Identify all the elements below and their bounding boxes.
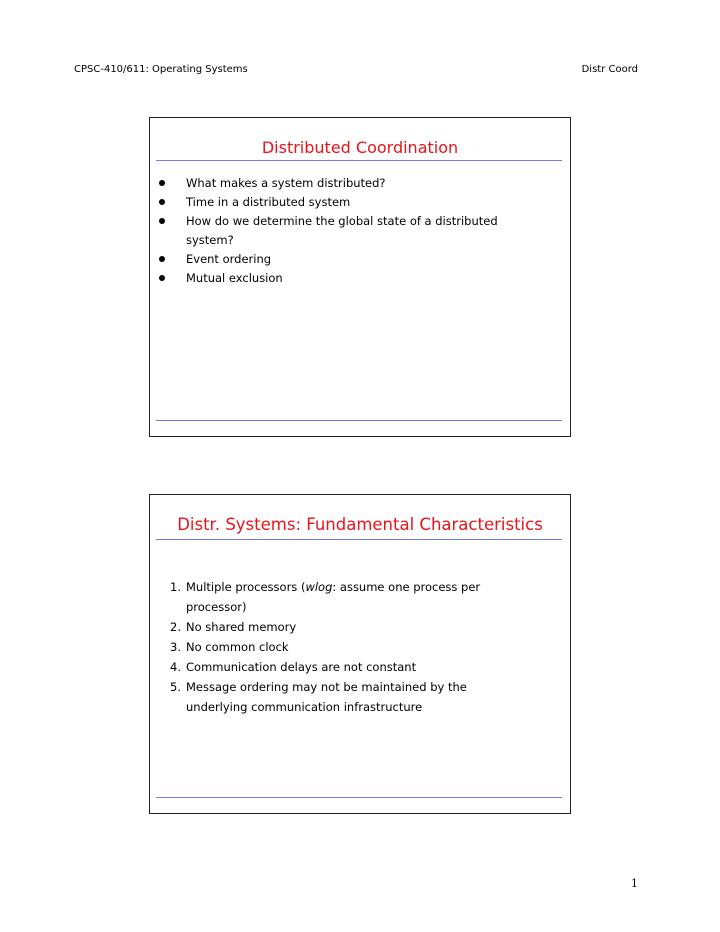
list-item — [150, 617, 530, 637]
item-text-pre: Multiple processors ( — [186, 580, 306, 594]
item-text: No shared memory — [186, 620, 297, 634]
list-item — [150, 677, 530, 717]
slide-title: Distributed Coordination — [261, 138, 459, 157]
item-number: 1. — [170, 580, 181, 594]
title-rule — [156, 160, 562, 161]
item-number: 3. — [170, 640, 181, 654]
item-text: No common clock — [186, 640, 289, 654]
slide-fundamental-characteristics — [149, 494, 571, 814]
bullet-item: Time in a distributed system — [150, 193, 546, 212]
header-course-title: CPSC-410/611: Operating Systems — [74, 64, 248, 75]
item-text: Message ordering may not be maintained by the underlying communication infrastructure — [186, 680, 467, 714]
footer-rule — [156, 420, 562, 421]
item-number: 2. — [170, 620, 181, 634]
item-number: 4. — [170, 660, 181, 674]
bullet-list — [150, 174, 546, 288]
item-text: Communication delays are not constant — [186, 660, 417, 674]
header-section-title: Distr Coord — [581, 64, 638, 75]
item-text-emphasis: wlog — [305, 580, 333, 594]
list-item — [150, 657, 530, 677]
bullet-item: Event ordering — [150, 250, 546, 269]
bullet-item: How do we determine the global state of a distributed system? — [150, 212, 546, 250]
numbered-list — [150, 577, 530, 717]
bullet-item: What makes a system distributed? — [150, 174, 546, 193]
footer-rule — [156, 797, 562, 798]
list-item — [150, 577, 530, 617]
bullet-item: Mutual exclusion — [150, 269, 546, 288]
list-item — [150, 637, 530, 657]
slide-title: Distr. Systems: Fundamental Characteristics — [177, 515, 543, 534]
item-text-post: : assume one process per processor) — [186, 580, 481, 614]
title-rule — [156, 539, 562, 540]
slide-distributed-coordination — [149, 117, 571, 437]
item-number: 5. — [170, 680, 181, 694]
page-number: 1 — [631, 877, 638, 890]
